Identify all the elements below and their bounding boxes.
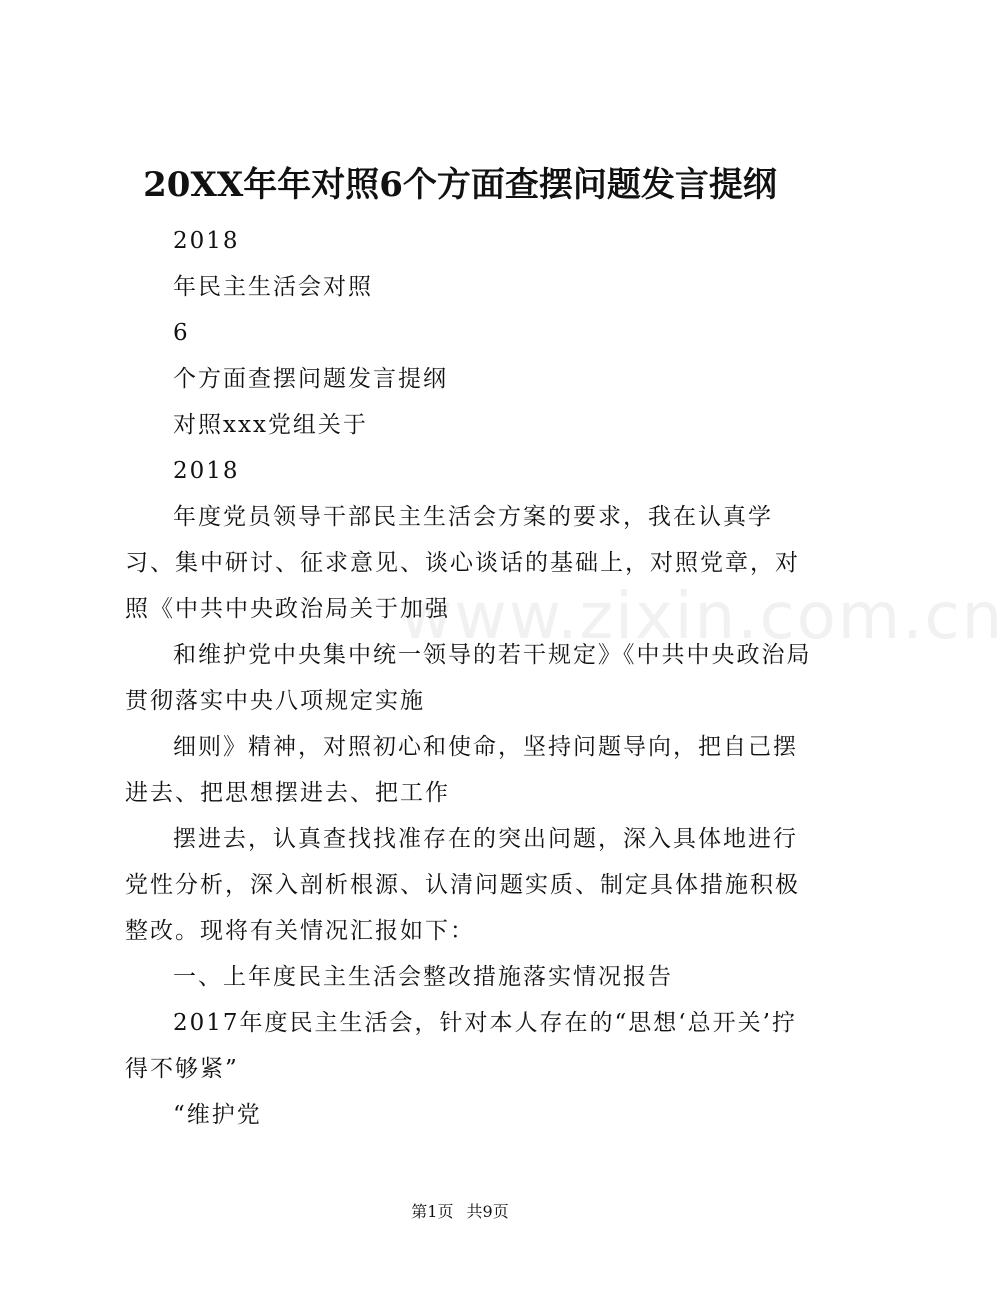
paragraph: 2018 [173, 228, 240, 254]
paragraph: 6 [173, 320, 190, 346]
paragraph: 细则》精神，对照初心和使命，坚持问题导向，把自己摆进去、把思想摆进去、把工作 [125, 734, 798, 806]
paragraph: 和维护党中央集中统一领导的若干规定》《中共中央政治局贯彻落实中央八项规定实施 [125, 642, 812, 714]
paragraph: “维护党 [173, 1102, 262, 1128]
paragraph: 个方面查摆问题发言提纲 [173, 366, 448, 392]
paragraph: 摆进去，认真查找找准存在的突出问题，深入具体地进行党性分析，深入剖析根源、认清问题实质、制定具体措施积极整改。现将有关情况汇报如下： [125, 826, 800, 944]
paragraph: 年度党员领导干部民主生活会方案的要求，我在认真学习、集中研讨、征求意见、谈心谈话的基础上，对照党章，对照《中共中央政治局关于加强 [125, 504, 800, 622]
paragraph: 对照xxx党组关于 [173, 412, 368, 438]
paragraph: 2017年度民主生活会，针对本人存在的“思想‘总开关’拧得不够紧” [125, 1010, 797, 1082]
paragraph: 2018 [173, 458, 240, 484]
paragraph: 一、上年度民主生活会整改措施落实情况报告 [173, 964, 673, 990]
page-number-total: 共9页 [466, 1202, 509, 1221]
page-number-current: 第1页 [411, 1202, 454, 1221]
paragraph: 年民主生活会对照 [173, 274, 373, 300]
document-title: 20XX年年对照6个方面查摆问题发言提纲 [143, 165, 777, 205]
document-body [125, 218, 815, 1138]
page-footer [0, 1200, 920, 1224]
watermark: www.zixin.com.cn [400, 580, 1004, 654]
